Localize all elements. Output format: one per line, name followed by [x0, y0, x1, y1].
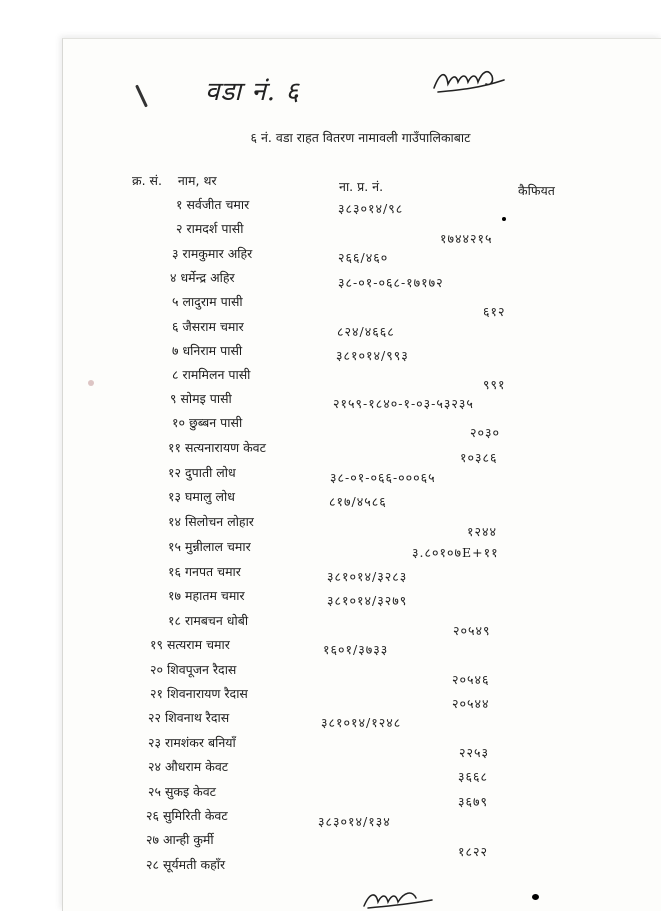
table-row — [0, 342, 661, 362]
row-number: २०५४६ — [452, 672, 490, 687]
row-name: ६ जैसराम चमार — [172, 319, 244, 334]
table-row — [0, 390, 661, 410]
row-number: ३८१०१४/३२७९ — [327, 593, 408, 608]
row-name: ९ सोमइ पासी — [170, 391, 232, 406]
row-number: ३८-०१-०६६-०००६५ — [330, 470, 436, 485]
row-name: १७ महातम चमार — [168, 588, 245, 603]
table-row — [0, 464, 661, 484]
row-name: १३ घमालु लोध — [168, 489, 235, 504]
row-number: १६०१/३७३३ — [323, 642, 389, 657]
table-row — [0, 538, 661, 558]
row-number: ६१२ — [483, 304, 506, 319]
table-row — [0, 783, 661, 809]
signature-bottom — [360, 886, 440, 910]
table-row — [0, 366, 661, 392]
row-number: ८२४/४६६८ — [337, 324, 395, 339]
handwritten-ward-label: वडा नं. ६ — [205, 77, 300, 107]
row-name: २३ रामशंकर बनियाँ — [148, 735, 236, 750]
row-number: ३८१०१४/९९३ — [336, 348, 409, 363]
row-name: ८ राममिलन पासी — [172, 367, 251, 382]
row-number: २६६/४६० — [338, 250, 389, 265]
row-name: १ सर्वजीत चमार — [176, 197, 250, 212]
table-row — [0, 856, 661, 876]
row-name: १५ मुन्नीलाल चमार — [168, 539, 251, 554]
row-name: २ रामदर्श पासी — [176, 221, 244, 236]
row-number: १०३८६ — [460, 450, 498, 465]
row-number: ३६७९ — [458, 794, 489, 809]
row-name: ५ लादुराम पासी — [172, 294, 243, 309]
row-name: २२ शिवनाथ रैदास — [148, 710, 230, 725]
table-row — [0, 661, 661, 687]
row-name: २५ सुकइ केवट — [148, 784, 216, 799]
table-row — [0, 269, 661, 289]
table-row — [0, 587, 661, 607]
table-row — [0, 439, 661, 465]
table-row — [0, 563, 661, 583]
row-number: ३८३०१४/९८ — [338, 201, 404, 216]
row-number: ३८१०१४/३२८३ — [327, 569, 408, 584]
table-row — [0, 513, 661, 539]
row-name: २४ औधराम केवट — [148, 759, 229, 774]
row-name: २६ सुमिरिती केवट — [146, 808, 228, 823]
signature-top — [430, 62, 510, 98]
table-row — [0, 685, 661, 711]
table-row — [0, 245, 661, 265]
table-row — [0, 318, 661, 338]
ink-blot — [532, 894, 539, 900]
row-number: २०५४९ — [453, 623, 491, 638]
row-number: ९९१ — [483, 377, 506, 392]
row-name: १६ गनपत चमार — [168, 564, 241, 579]
row-name: १८ रामबचन धोबी — [168, 613, 249, 628]
row-number: २०३० — [470, 425, 501, 440]
document-title: ६ नं. वडा राहत वितरण नामावली गाउँपालिकाबाट — [250, 130, 471, 145]
table-row — [0, 709, 661, 729]
row-name: ७ धनिराम पासी — [172, 343, 243, 358]
row-name: १४ सिलोचन लोहार — [168, 514, 254, 529]
row-number: ३८१०१४/१२४८ — [321, 715, 402, 730]
row-name: १९ सत्यराम चमार — [150, 637, 230, 652]
row-name: २८ सूर्यमती कहाँर — [146, 857, 226, 872]
table-row — [0, 196, 661, 216]
table-row — [0, 758, 661, 784]
row-number: ३८३०१४/१३४ — [318, 814, 391, 829]
table-row — [0, 807, 661, 827]
row-number: २२५३ — [459, 745, 490, 760]
row-name: ३ रामकुमार अहिर — [172, 246, 253, 261]
row-number: ३८-०१-०६८-१७१७२ — [338, 275, 444, 290]
header-remarks: कैफियत — [518, 183, 555, 198]
row-number: २१५९-१८४०-१-०३-५३२३५ — [333, 396, 474, 411]
table-row — [0, 220, 661, 246]
row-number: ३.८०१०७E+११ — [412, 545, 499, 560]
row-number: २०५४४ — [452, 696, 490, 711]
table-row — [0, 636, 661, 656]
row-number: १८२२ — [458, 844, 489, 859]
row-number: १२४४ — [467, 524, 498, 539]
table-row — [0, 293, 661, 319]
paper-mark — [88, 380, 94, 386]
header-serial-name: क्र. सं. नाम, थर — [132, 173, 217, 188]
row-name: २० शिवपूजन रैदास — [150, 662, 237, 677]
row-name: ११ सत्यनारायण केवट — [168, 440, 266, 455]
table-row — [0, 612, 661, 638]
row-name: १० छुब्बन पासी — [172, 415, 243, 430]
table-row — [0, 488, 661, 508]
header-id-number: ना. प्र. नं. — [339, 179, 384, 194]
table-row — [0, 414, 661, 440]
row-number: ८१७/४५८६ — [329, 494, 387, 509]
row-name: २७ आन्ही कुर्मी — [146, 832, 214, 847]
row-name: ४ धर्मेन्द्र अहिर — [170, 270, 235, 285]
row-number: १७४४२१५ — [440, 231, 493, 246]
table-row — [0, 831, 661, 859]
row-name: २१ शिवनारायण रैदास — [150, 686, 248, 701]
row-number: ३६६८ — [458, 769, 489, 784]
row-name: १२ दुपाती लोध — [168, 465, 236, 480]
table-row — [0, 734, 661, 760]
